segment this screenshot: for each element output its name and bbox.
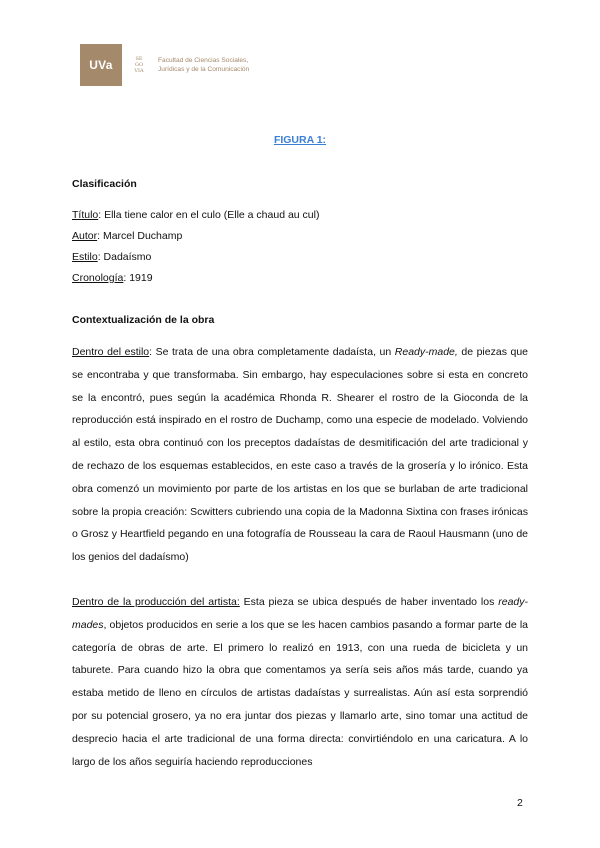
author-label: Autor: [72, 230, 98, 242]
title-line: [72, 209, 319, 221]
title-value: : Ella tiene calor en el culo (Elle a chaud au cul): [98, 209, 320, 221]
style-value: : Dadaísmo: [97, 251, 152, 263]
segovia-mark: SE GO VIA: [134, 56, 144, 74]
author-line: [72, 230, 182, 242]
page-header: [80, 44, 249, 86]
uva-logo: UVa: [80, 44, 122, 86]
style-label: Estilo: [72, 251, 98, 263]
artist-paragraph-label: Dentro de la producción del artista:: [72, 596, 240, 608]
style-paragraph: Dentro del estilo: Se trata de una obra completamente dadaísta, un Ready-made, de piezas que se encontraba y que transformaba. Sin embargo, hay especulaciones sobre si esta en concreto se la encontró, pues según la académica Rhonda R. Shearer el rostro de la Gioconda de la reproducción está inspirado en el rostro de Duchamp, como una especie de modelado. Volviendo al estilo, esta obra continuó con los preceptos dadaístas de desmitificación del arte tradicional y de rechazo de los esquemas establecidos, en este caso a través de la grosería y lo irónico. Esta obra comenzó un movimiento por parte de los artistas en los que se burlaban de arte tradicional sobre la propia creación: Scwitters cubriendo una copia de la Madonna Sixtina con frases irónicas o Grosz y Heartfield pegando en una fotografía de Rousseau la cara de Raoul Hausmann (uno de los genios del dadaísmo): [72, 346, 529, 564]
faculty-name: Facultad de Ciencias Sociales, Jurídicas y de la Comunicación: [158, 56, 250, 73]
chronology-label: Cronología: [72, 272, 124, 284]
classification-heading: Clasificación: [72, 178, 137, 190]
title-label: Título: [72, 209, 99, 221]
chronology-value: : 1919: [123, 272, 153, 284]
author-value: : Marcel Duchamp: [97, 230, 183, 242]
page-number: 2: [517, 797, 523, 809]
artist-paragraph: Dentro de la producción del artista: Esta pieza se ubica después de haber inventado los ready-mades, objetos producidos en serie a los que se les hacen cambios pasando a formar parte de la categoría de obras de arte. El primero lo realizó en 1913, con una rueda de bicicleta y un taburete. Para cuando hizo la obra que comentamos ya sería seis años más tarde, cuando ya estaba metido de lleno en círculos de artistas dadaístas y surrealistas. Aún así esta sorprendió por su potencial grosero, ya no era juntar dos piezas y llamarlo arte, sino tomar una actitud de desprecio hacia el arte tradicional de una forma directa: convirtiéndolo en una caricatura. A lo largo de los años seguiría haciendo reproducciones: [72, 596, 528, 768]
context-heading: Contextualización de la obra: [72, 314, 215, 326]
style-paragraph-label: Dentro del estilo: [72, 346, 150, 358]
chronology-line: [72, 272, 153, 284]
style-line: [72, 251, 151, 263]
figure-title: FIGURA 1:: [273, 134, 327, 146]
